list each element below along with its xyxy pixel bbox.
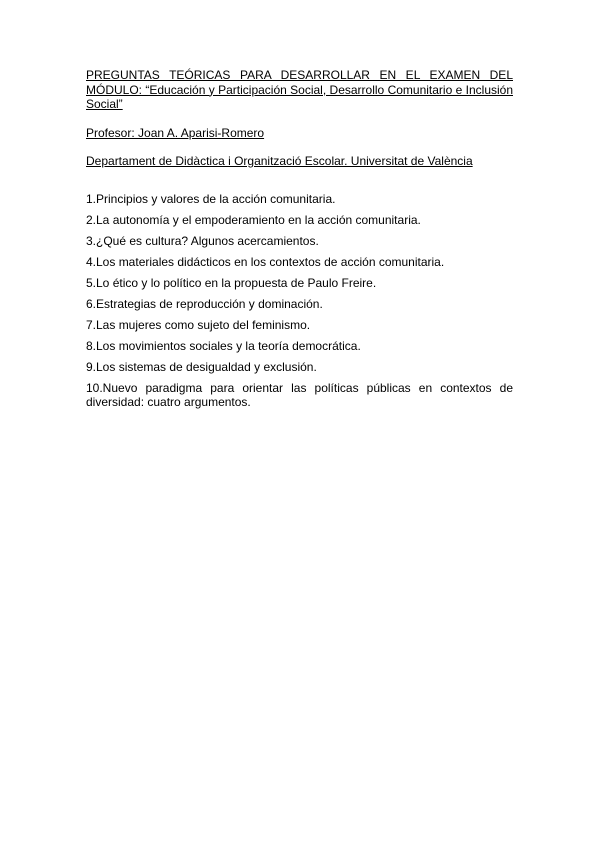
professor-line: Profesor: Joan A. Aparisi-Romero: [86, 125, 265, 140]
question-item: 4.Los materiales didácticos en los contextos de acción comunitaria.: [86, 254, 445, 269]
question-item: 7.Las mujeres como sujeto del feminismo.: [86, 317, 311, 332]
question-item: 8.Los movimientos sociales y la teoría democrática.: [86, 338, 361, 353]
department-line: Departament de Didàctica i Organització Escolar. Universitat de València: [86, 154, 473, 168]
document-title: PREGUNTAS TEÓRICAS PARA DESARROLLAR EN EL EXAMEN DEL MÓDULO: “Educación y Participación Social, Desarrollo Comunitario e Inclusión Social”: [86, 68, 513, 111]
questions-list: [86, 192, 513, 410]
question-item: 10.Nuevo paradigma para orientar las políticas públicas en contextos de diversidad: cuatro argumentos.: [86, 380, 513, 409]
question-item: 2.La autonomía y el empoderamiento en la acción comunitaria.: [86, 212, 421, 227]
question-item: 6.Estrategias de reproducción y dominación.: [86, 296, 323, 311]
question-item: 1.Principios y valores de la acción comunitaria.: [86, 191, 336, 206]
question-item: 3.¿Qué es cultura? Algunos acercamientos.: [86, 233, 319, 248]
document-page: [86, 68, 513, 416]
question-item: 9.Los sistemas de desigualdad y exclusión.: [86, 359, 317, 374]
question-item: 5.Lo ético y lo político en la propuesta de Paulo Freire.: [86, 275, 377, 290]
